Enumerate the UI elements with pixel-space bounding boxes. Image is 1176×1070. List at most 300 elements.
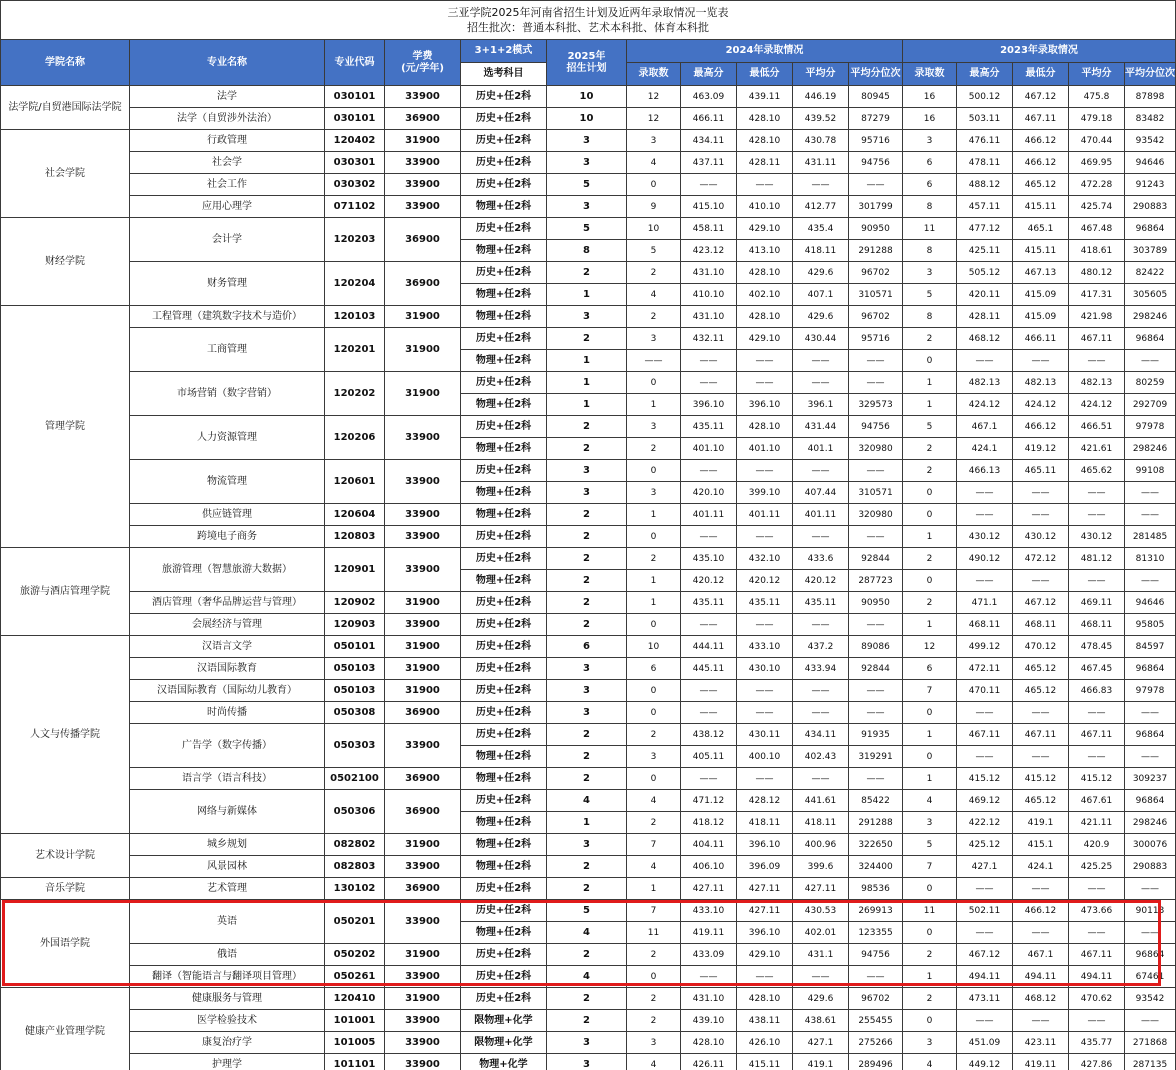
plan-2025: 2 [547, 988, 627, 1010]
stat-2023-1: 488.12 [957, 174, 1013, 196]
major-code: 050261 [325, 966, 385, 988]
stat-2024-1: 401.11 [681, 504, 737, 526]
table-row [1, 1054, 1176, 1070]
plan-2025: 2 [547, 416, 627, 438]
header-stat-2024-0: 录取数 [627, 63, 681, 86]
stat-2024-0: 4 [627, 284, 681, 306]
major-code: 120201 [325, 328, 385, 372]
tuition-fee: 33900 [385, 416, 461, 460]
stat-2024-4: —— [849, 526, 903, 548]
stat-2024-2: 413.10 [737, 240, 793, 262]
stat-2023-1: —— [957, 504, 1013, 526]
stat-2024-0: 3 [627, 130, 681, 152]
stat-2023-3: 467.61 [1069, 790, 1125, 812]
stat-2024-0: 4 [627, 1054, 681, 1070]
stat-2023-4: 292709 [1125, 394, 1176, 416]
header-tuition: 学费 (元/学年) [385, 40, 461, 86]
stat-2024-0: 10 [627, 636, 681, 658]
stat-2023-1: 502.11 [957, 900, 1013, 922]
stat-2024-0: 12 [627, 108, 681, 130]
plan-2025: 3 [547, 658, 627, 680]
table-row [1, 680, 1176, 702]
stat-2023-3: 467.11 [1069, 944, 1125, 966]
major-name: 艺术管理 [130, 878, 325, 900]
stat-2023-1: —— [957, 878, 1013, 900]
stat-2024-1: 434.11 [681, 130, 737, 152]
tuition-fee: 36900 [385, 262, 461, 306]
stat-2024-3: 433.6 [793, 548, 849, 570]
subject-requirement: 物理+任2科 [461, 350, 547, 372]
stat-2024-1: 435.11 [681, 592, 737, 614]
stat-2023-3: —— [1069, 878, 1125, 900]
stat-2023-0: 2 [903, 548, 957, 570]
plan-2025: 10 [547, 108, 627, 130]
header-stat-2024-4: 平均分位次 [849, 63, 903, 86]
stat-2023-4: 271868 [1125, 1032, 1176, 1054]
major-code: 101005 [325, 1032, 385, 1054]
stat-2023-3: —— [1069, 350, 1125, 372]
plan-2025: 2 [547, 548, 627, 570]
stat-2024-3: 437.2 [793, 636, 849, 658]
stat-2024-3: 401.11 [793, 504, 849, 526]
header-stat-2023-1: 最高分 [957, 63, 1013, 86]
major-code: 0502100 [325, 768, 385, 790]
stat-2023-1: 422.12 [957, 812, 1013, 834]
stat-2024-1: 418.12 [681, 812, 737, 834]
stat-2024-4: 91935 [849, 724, 903, 746]
stat-2023-0: 0 [903, 570, 957, 592]
stat-2023-0: 0 [903, 922, 957, 944]
table-row [1, 592, 1176, 614]
stat-2023-0: 0 [903, 482, 957, 504]
stat-2024-1: 427.11 [681, 878, 737, 900]
stat-2024-2: 402.10 [737, 284, 793, 306]
stat-2023-3: 480.12 [1069, 262, 1125, 284]
stat-2024-3: 434.11 [793, 724, 849, 746]
stat-2024-1: 435.11 [681, 416, 737, 438]
stat-2024-2: 433.10 [737, 636, 793, 658]
table-row [1, 790, 1176, 812]
stat-2023-4: 84597 [1125, 636, 1176, 658]
subject-requirement: 历史+任2科 [461, 702, 547, 724]
stat-2023-4: 81310 [1125, 548, 1176, 570]
stat-2023-3: 467.11 [1069, 328, 1125, 350]
major-name: 时尚传播 [130, 702, 325, 724]
plan-2025: 2 [547, 768, 627, 790]
major-code: 050103 [325, 680, 385, 702]
stat-2024-3: 427.11 [793, 878, 849, 900]
major-name: 工商管理 [130, 328, 325, 372]
plan-2025: 2 [547, 878, 627, 900]
major-code: 082803 [325, 856, 385, 878]
tuition-fee: 33900 [385, 504, 461, 526]
header-stat-2024-3: 平均分 [793, 63, 849, 86]
stat-2023-2: 466.12 [1013, 152, 1069, 174]
stat-2023-3: 469.11 [1069, 592, 1125, 614]
stat-2024-0: 0 [627, 372, 681, 394]
stat-2023-4: 96864 [1125, 658, 1176, 680]
plan-2025: 2 [547, 570, 627, 592]
tuition-fee: 33900 [385, 966, 461, 988]
college-name: 管理学院 [1, 306, 130, 548]
stat-2024-0: 3 [627, 416, 681, 438]
tuition-fee: 31900 [385, 988, 461, 1010]
tuition-fee: 36900 [385, 702, 461, 724]
major-name: 供应链管理 [130, 504, 325, 526]
stat-2023-0: 0 [903, 746, 957, 768]
college-name: 旅游与酒店管理学院 [1, 548, 130, 636]
stat-2023-2: 467.1 [1013, 944, 1069, 966]
table-row [1, 944, 1176, 966]
stat-2024-0: 0 [627, 702, 681, 724]
major-name: 会计学 [130, 218, 325, 262]
stat-2023-0: 6 [903, 658, 957, 680]
major-code: 050101 [325, 636, 385, 658]
plan-2025: 1 [547, 394, 627, 416]
stat-2024-4: 85422 [849, 790, 903, 812]
stat-2024-3: 427.1 [793, 1032, 849, 1054]
plan-2025: 3 [547, 482, 627, 504]
stat-2024-3: 431.1 [793, 944, 849, 966]
tuition-fee: 33900 [385, 548, 461, 592]
stat-2024-3: 402.01 [793, 922, 849, 944]
plan-2025: 1 [547, 284, 627, 306]
stat-2023-3: 425.74 [1069, 196, 1125, 218]
stat-2023-0: 0 [903, 702, 957, 724]
stat-2023-4: 300076 [1125, 834, 1176, 856]
stat-2023-1: —— [957, 570, 1013, 592]
table-row [1, 878, 1176, 900]
stat-2024-0: 0 [627, 614, 681, 636]
stat-2024-1: 435.10 [681, 548, 737, 570]
major-name: 护理学 [130, 1054, 325, 1070]
stat-2023-1: 468.12 [957, 328, 1013, 350]
subject-requirement: 历史+任2科 [461, 416, 547, 438]
stat-2023-0: 3 [903, 812, 957, 834]
stat-2023-2: 467.12 [1013, 592, 1069, 614]
stat-2024-0: 3 [627, 746, 681, 768]
stat-2023-1: 466.13 [957, 460, 1013, 482]
stat-2023-3: 425.25 [1069, 856, 1125, 878]
stat-2024-4: —— [849, 702, 903, 724]
major-name: 行政管理 [130, 130, 325, 152]
stat-2024-1: 431.10 [681, 988, 737, 1010]
stat-2023-3: 427.86 [1069, 1054, 1125, 1070]
stat-2023-2: 472.12 [1013, 548, 1069, 570]
major-name: 法学 [130, 86, 325, 108]
table-row [1, 900, 1176, 922]
major-name: 英语 [130, 900, 325, 944]
stat-2024-0: 0 [627, 768, 681, 790]
tuition-fee: 33900 [385, 1032, 461, 1054]
college-name: 财经学院 [1, 218, 130, 306]
stat-2023-2: 466.12 [1013, 900, 1069, 922]
stat-2024-0: 6 [627, 658, 681, 680]
stat-2024-0: 2 [627, 1010, 681, 1032]
stat-2023-0: 3 [903, 1032, 957, 1054]
stat-2023-1: 451.09 [957, 1032, 1013, 1054]
stat-2024-2: —— [737, 614, 793, 636]
stat-2023-3: 430.12 [1069, 526, 1125, 548]
stat-2024-0: 0 [627, 174, 681, 196]
major-name: 旅游管理（智慧旅游大数据） [130, 548, 325, 592]
stat-2024-1: —— [681, 174, 737, 196]
stat-2024-2: 428.12 [737, 790, 793, 812]
stat-2024-4: 92844 [849, 548, 903, 570]
stat-2023-4: 94646 [1125, 592, 1176, 614]
stat-2023-3: 473.66 [1069, 900, 1125, 922]
stat-2024-0: 0 [627, 526, 681, 548]
major-name: 翻译（智能语言与翻译项目管理） [130, 966, 325, 988]
stat-2023-0: 2 [903, 988, 957, 1010]
stat-2023-4: 96864 [1125, 790, 1176, 812]
table-row [1, 636, 1176, 658]
table-row [1, 702, 1176, 724]
plan-2025: 10 [547, 86, 627, 108]
stat-2024-3: 435.11 [793, 592, 849, 614]
tuition-fee: 33900 [385, 900, 461, 944]
stat-2024-3: —— [793, 526, 849, 548]
table-row [1, 108, 1176, 130]
stat-2023-4: 309237 [1125, 768, 1176, 790]
stat-2024-1: 471.12 [681, 790, 737, 812]
stat-2024-0: 9 [627, 196, 681, 218]
subject-requirement: 物理+任2科 [461, 504, 547, 526]
table-row [1, 504, 1176, 526]
stat-2023-2: 465.1 [1013, 218, 1069, 240]
major-code: 120103 [325, 306, 385, 328]
stat-2023-1: 470.11 [957, 680, 1013, 702]
stat-2024-1: —— [681, 768, 737, 790]
stat-2024-0: 2 [627, 724, 681, 746]
tuition-fee: 33900 [385, 526, 461, 548]
stat-2023-2: —— [1013, 746, 1069, 768]
subject-requirement: 历史+任2科 [461, 966, 547, 988]
stat-2024-2: —— [737, 350, 793, 372]
stat-2023-3: —— [1069, 1010, 1125, 1032]
stat-2023-2: 467.13 [1013, 262, 1069, 284]
stat-2023-1: 473.11 [957, 988, 1013, 1010]
stat-2024-1: 401.10 [681, 438, 737, 460]
stat-2023-1: 430.12 [957, 526, 1013, 548]
table-row [1, 460, 1176, 482]
stat-2023-2: —— [1013, 922, 1069, 944]
stat-2024-4: 98536 [849, 878, 903, 900]
stat-2024-3: —— [793, 460, 849, 482]
subject-requirement: 物理+任2科 [461, 284, 547, 306]
stat-2023-4: 91243 [1125, 174, 1176, 196]
table-row [1, 856, 1176, 878]
subject-requirement: 物理+任2科 [461, 812, 547, 834]
table-row [1, 658, 1176, 680]
table-row [1, 372, 1176, 394]
stat-2024-3: 430.78 [793, 130, 849, 152]
stat-2023-2: 465.12 [1013, 174, 1069, 196]
stat-2023-4: 93542 [1125, 130, 1176, 152]
stat-2024-2: 399.10 [737, 482, 793, 504]
stat-2024-4: 291288 [849, 812, 903, 834]
stat-2024-2: —— [737, 768, 793, 790]
stat-2023-4: —— [1125, 746, 1176, 768]
stat-2024-3: 429.6 [793, 306, 849, 328]
stat-2023-2: —— [1013, 702, 1069, 724]
subject-requirement: 历史+任2科 [461, 658, 547, 680]
header-mode: 3+1+2模式 [461, 40, 547, 63]
stat-2024-2: 435.11 [737, 592, 793, 614]
stat-2024-0: 4 [627, 790, 681, 812]
stat-2024-1: 432.11 [681, 328, 737, 350]
stat-2023-2: 494.11 [1013, 966, 1069, 988]
major-name: 医学检验技术 [130, 1010, 325, 1032]
stat-2024-1: —— [681, 966, 737, 988]
stat-2024-4: 94756 [849, 152, 903, 174]
subject-requirement: 物理+任2科 [461, 856, 547, 878]
stat-2023-3: 417.31 [1069, 284, 1125, 306]
stat-2024-3: 419.1 [793, 1054, 849, 1070]
tuition-fee: 33900 [385, 460, 461, 504]
subject-requirement: 历史+任2科 [461, 262, 547, 284]
tuition-fee: 36900 [385, 108, 461, 130]
plan-2025: 2 [547, 614, 627, 636]
subject-requirement: 历史+任2科 [461, 174, 547, 196]
stat-2024-4: 310571 [849, 284, 903, 306]
table-body [1, 86, 1176, 1070]
stat-2024-0: 5 [627, 240, 681, 262]
stat-2024-3: —— [793, 680, 849, 702]
major-code: 050103 [325, 658, 385, 680]
stat-2024-0: 2 [627, 262, 681, 284]
stat-2024-2: 410.10 [737, 196, 793, 218]
table-row [1, 416, 1176, 438]
tuition-fee: 36900 [385, 218, 461, 262]
stat-2023-3: 420.9 [1069, 834, 1125, 856]
table-row [1, 526, 1176, 548]
stat-2024-0: 11 [627, 922, 681, 944]
stat-2024-4: 320980 [849, 438, 903, 460]
stat-2023-0: 11 [903, 900, 957, 922]
stat-2023-0: 7 [903, 856, 957, 878]
tuition-fee: 31900 [385, 130, 461, 152]
stat-2023-3: 421.98 [1069, 306, 1125, 328]
stat-2024-4: 255455 [849, 1010, 903, 1032]
plan-2025: 2 [547, 944, 627, 966]
stat-2023-4: 83482 [1125, 108, 1176, 130]
tuition-fee: 31900 [385, 592, 461, 614]
plan-2025: 1 [547, 372, 627, 394]
stat-2024-4: 319291 [849, 746, 903, 768]
table-row [1, 306, 1176, 328]
subject-requirement: 历史+任2科 [461, 944, 547, 966]
stat-2023-3: 469.95 [1069, 152, 1125, 174]
stat-2023-3: 467.45 [1069, 658, 1125, 680]
stat-2023-4: 303789 [1125, 240, 1176, 262]
subject-requirement: 历史+任2科 [461, 372, 547, 394]
stat-2024-0: 3 [627, 328, 681, 350]
stat-2024-4: 95716 [849, 130, 903, 152]
stat-2024-2: 429.10 [737, 944, 793, 966]
stat-2023-1: 469.12 [957, 790, 1013, 812]
stat-2024-3: 402.43 [793, 746, 849, 768]
stat-2024-0: 4 [627, 856, 681, 878]
major-name: 健康服务与管理 [130, 988, 325, 1010]
major-code: 120206 [325, 416, 385, 460]
stat-2023-4: 96864 [1125, 328, 1176, 350]
stat-2023-0: 7 [903, 680, 957, 702]
major-name: 社会工作 [130, 174, 325, 196]
major-name: 风景园林 [130, 856, 325, 878]
stat-2024-4: 301799 [849, 196, 903, 218]
table-row [1, 218, 1176, 240]
stat-2024-2: 432.10 [737, 548, 793, 570]
stat-2024-1: 415.10 [681, 196, 737, 218]
stat-2024-1: —— [681, 460, 737, 482]
stat-2024-1: —— [681, 372, 737, 394]
stat-2023-2: 419.1 [1013, 812, 1069, 834]
stat-2023-3: 481.12 [1069, 548, 1125, 570]
stat-2023-1: 467.1 [957, 416, 1013, 438]
major-code: 082802 [325, 834, 385, 856]
stat-2023-1: 499.12 [957, 636, 1013, 658]
stat-2023-0: 3 [903, 262, 957, 284]
subject-requirement: 物理+任2科 [461, 394, 547, 416]
stat-2023-0: 8 [903, 240, 957, 262]
stat-2023-0: 2 [903, 592, 957, 614]
stat-2024-3: 407.1 [793, 284, 849, 306]
stat-2023-0: 1 [903, 724, 957, 746]
major-name: 市场营销（数字营销） [130, 372, 325, 416]
tuition-fee: 33900 [385, 86, 461, 108]
stat-2024-3: 435.4 [793, 218, 849, 240]
stat-2023-4: 96864 [1125, 944, 1176, 966]
header-code: 专业代码 [325, 40, 385, 86]
table-row [1, 196, 1176, 218]
stat-2023-0: 2 [903, 438, 957, 460]
stat-2024-3: 400.96 [793, 834, 849, 856]
stat-2024-4: 96702 [849, 988, 903, 1010]
stat-2023-3: 472.28 [1069, 174, 1125, 196]
subject-requirement: 历史+任2科 [461, 724, 547, 746]
stat-2023-3: 482.13 [1069, 372, 1125, 394]
stat-2024-0: 1 [627, 504, 681, 526]
tuition-fee: 33900 [385, 1010, 461, 1032]
plan-2025: 3 [547, 130, 627, 152]
subject-requirement: 物理+任2科 [461, 768, 547, 790]
table-row [1, 548, 1176, 570]
stat-2024-4: 324400 [849, 856, 903, 878]
stat-2023-3: 479.18 [1069, 108, 1125, 130]
stat-2023-2: 423.11 [1013, 1032, 1069, 1054]
stat-2023-3: 435.77 [1069, 1032, 1125, 1054]
stat-2024-2: 401.10 [737, 438, 793, 460]
major-code: 050303 [325, 724, 385, 768]
stat-2024-3: —— [793, 614, 849, 636]
stat-2023-4: —— [1125, 922, 1176, 944]
plan-2025: 2 [547, 328, 627, 350]
stat-2023-2: 467.12 [1013, 86, 1069, 108]
stat-2023-4: 93542 [1125, 988, 1176, 1010]
stat-2024-1: 463.09 [681, 86, 737, 108]
subject-requirement: 历史+任2科 [461, 592, 547, 614]
stat-2024-0: 3 [627, 482, 681, 504]
major-name: 物流管理 [130, 460, 325, 504]
stat-2023-1: 471.1 [957, 592, 1013, 614]
stat-2024-2: 428.10 [737, 130, 793, 152]
stat-2023-2: 466.12 [1013, 130, 1069, 152]
stat-2024-0: 0 [627, 460, 681, 482]
subject-requirement: 历史+任2科 [461, 526, 547, 548]
major-name: 酒店管理（奢华品牌运营与管理） [130, 592, 325, 614]
plan-2025: 2 [547, 1010, 627, 1032]
